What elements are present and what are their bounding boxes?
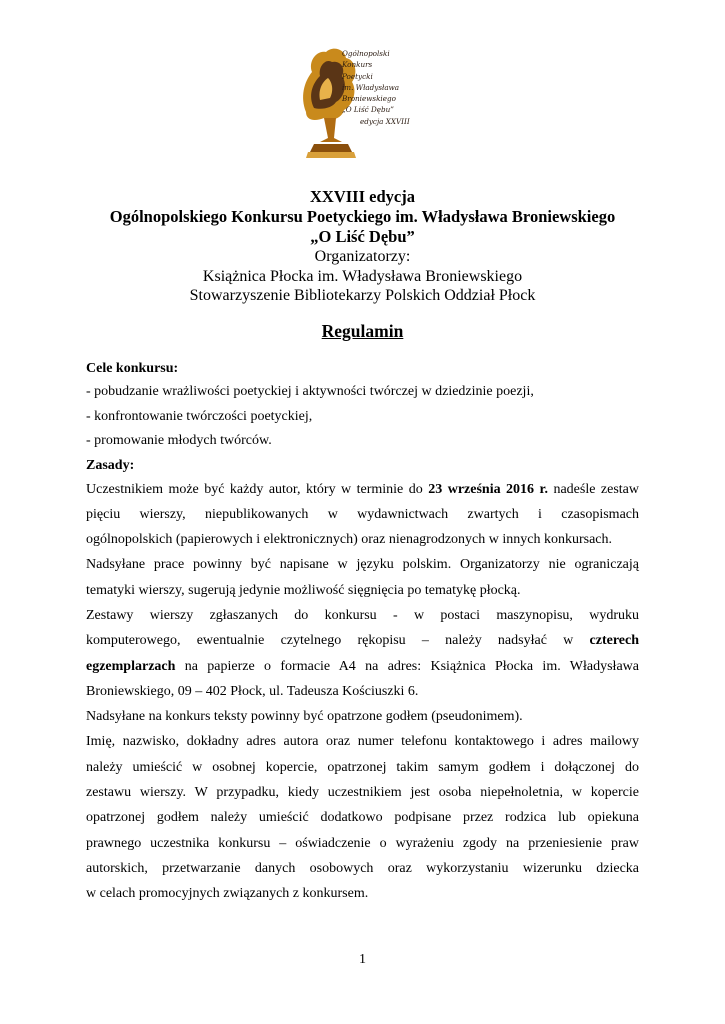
rules-paragraph-line: tematyki wierszy, sugerują jedynie możliwość sięgnięcia po tematykę płocką. [86,582,521,598]
text-run: nadeśle zestaw [547,481,639,497]
logo-line: „O Liść Dębu” [342,105,394,115]
rules-paragraph-line: Broniewskiego, 09 – 402 Płock, ul. Tadeusza Kościuszki 6. [86,683,419,699]
logo-line: im. Władysława [342,82,400,92]
logo-line: Poetycki [342,71,373,81]
logo-line: edycja XXVIII [360,116,410,126]
regulations-body [86,357,639,907]
regulamin-heading [0,321,725,342]
rules-paragraph-line: prawnego uczestnika konkursu – oświadczenie o wyrażeniu zgody na przeniesienie praw [86,835,639,851]
logo-line: Broniewskiego [342,94,396,104]
logo-line: Ogólnopolski [342,49,390,58]
rules-paragraph-line: opatrzonej godłem należy umieścić dodatkowo podpisane przez rodzica lub opiekuna [86,810,639,826]
rules-paragraph-line [86,477,639,502]
rules-paragraph-line: Zestawy wierszy zgłaszanych do konkursu - w postaci maszynopisu, wydruku [86,607,639,623]
copies-word: egzemplarzach [86,658,176,674]
text-run: komputerowego, ewentualnie czytelnego rękopisu – należy nadsyłać w [86,633,590,649]
deadline-date: 23 września 2016 r. [428,481,548,497]
rules-paragraph-line [86,654,639,679]
goal-item: - promowanie młodych twórców. [86,433,272,448]
regulamin-title: Regulamin [321,321,404,341]
contest-title: Ogólnopolskiego Konkursu Poetyckiego im. Władysława Broniewskiego [109,207,616,226]
organizer-association: Stowarzyszenie Bibliotekarzy Polskich Oddział Płock [189,287,536,304]
contest-logo [298,42,428,166]
rules-paragraph-line: Nadsyłane na konkurs teksty powinny być opatrzone godłem (pseudonimem). [86,709,523,725]
rules-heading: Zasady: [86,457,135,473]
page-number: 1 [359,952,366,967]
rules-paragraph-line: autorskich, przetwarzanie danych osobowych oraz wykorzystaniu wizerunku dziecka [86,860,639,876]
goal-item: - pobudzanie wrażliwości poetyckiej i aktywności twórczej w dziedzinie poezji, [86,384,534,399]
rules-paragraph-line: ogólnopolskich (papierowych i elektronicznych) oraz nienagrodzonych w innych konkursach. [86,532,612,548]
rules-paragraph-line [86,628,639,653]
goals-heading: Cele konkursu: [86,361,179,376]
rules-paragraph-line: Imię, nazwisko, dokładny adres autora oraz numer telefonu kontaktowego i adres mailowy [86,734,639,750]
logo-line: Konkurs [342,60,373,70]
organizers-label: Organizatorzy: [314,248,411,265]
goal-item: - konfrontowanie twórczości poetyckiej, [86,408,313,424]
copies-count: czterech [589,633,639,649]
rules-paragraph-line: w celach promocyjnych związanych z konkursem. [86,886,369,902]
rules-paragraph-line: pięciu wierszy, niepublikowanych w wydawnictwach zwartych i czasopismach [86,506,639,522]
rules-paragraph-line: należy umieścić w osobnej kopercie, opatrzonej takim samym godłem i dołączonej do [86,759,639,775]
text-run: na papierze o formacie A4 na adres: Książnica Płocka im. Władysława [175,658,639,674]
rules-paragraph-line: zestawu wierszy. W przypadku, kiedy uczestnikiem jest osoba niepełnoletnia, w kopercie [86,785,639,801]
organizer-library: Książnica Płocka im. Władysława Broniewskiego [202,267,523,285]
contest-name: „O Liść Dębu” [310,227,415,246]
document-header [60,187,665,306]
text-run: Uczestnikiem może być każdy autor, który w terminie do [86,481,429,497]
rules-paragraph-line: Nadsyłane prace powinny być napisane w języku polskim. Organizatorzy nie ograniczają [86,557,639,573]
edition-title: XXVIII edycja [310,187,415,206]
logo-text [342,48,432,127]
